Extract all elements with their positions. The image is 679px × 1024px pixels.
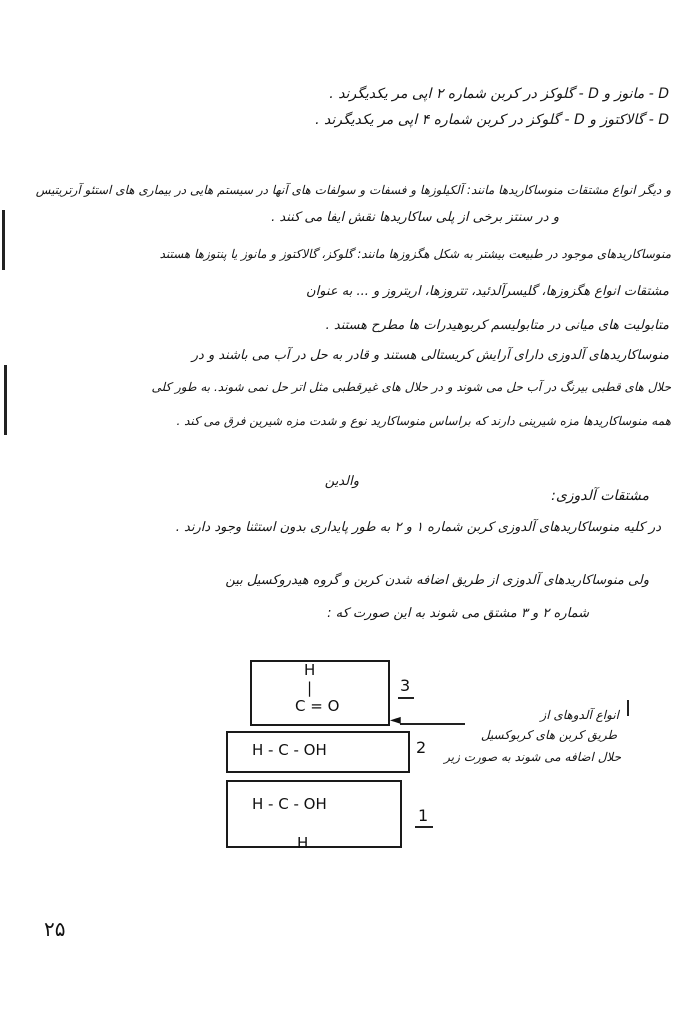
paragraph-line-3: منوساکاریدهای موجود در طبیعت بیشتر به شکل هگزوزها مانند: گلوکز، گالاکتوز و مانوز یا پنتوزها هستند — [159, 247, 671, 261]
page-number: ۲۵ — [44, 917, 66, 941]
box3-label-underline — [398, 697, 414, 699]
paragraph-line-4: مشتقات انواع هگزوزها، گلیسرآلدئید، تتروزها، اریتروز و ... به عنوان — [306, 284, 669, 299]
box2-label: 2 — [416, 738, 427, 757]
box3-carbonyl: C = O — [295, 697, 340, 715]
epimer-line-mannose: D - مانوز و D - گلوکز در کربن شماره ۲ اپی مر یکدیگرند . — [329, 86, 669, 102]
diagram-box-carbon-1 — [226, 780, 402, 848]
margin-mark-top — [2, 210, 5, 270]
epimer-line-galactose: D - گالاکتوز و D - گلوکز در کربن شماره ۴ اپی مر یکدیگرند . — [315, 112, 669, 128]
box3-label: 3 — [400, 676, 411, 695]
paragraph-line-1: و دیگر انواع مشتقات منوساکاریدها مانند: آلکیلوزها و فسفات و سولفات های آنها در سیستم هایی در بیماری های استئو آرتریتیس — [35, 183, 671, 197]
box2-formula: H - C - OH — [252, 741, 327, 759]
paragraph-line-6: منوساکاریدهای آلدوزی دارای آرایش کریستالی هستند و قادر به حل در آب می باشند و در — [191, 348, 669, 363]
paragraph-line-8: همه منوساکاریدها مزه شیرینی دارند که براساس منوساکارید نوع و شدت مزه شیرین فرق می کند . — [176, 414, 671, 428]
paragraph-line-11: شماره ۲ و ۳ مشتق می شوند به این صورت که : — [327, 606, 589, 621]
diagram-pointer-arrowhead: ◄ — [390, 712, 401, 728]
margin-mark-mid — [4, 365, 7, 435]
box1-label-underline — [415, 826, 433, 828]
box3-bond: | — [307, 679, 313, 697]
side-note-line-3: حلال اضافه می شوند به صورت زیر — [444, 750, 621, 764]
diagram-box-carbon-3 — [250, 660, 390, 726]
paragraph-line-5: متابولیت های میانی در متابولیسم کربوهیدرات ها مطرح هستند . — [325, 318, 669, 333]
box1-formula: H - C - OH — [252, 795, 327, 813]
note-bracket — [627, 700, 629, 716]
diagram-pointer-line — [400, 723, 465, 725]
paragraph-line-10: ولی منوساکاریدهای آلدوزی از طریق اضافه شدن کربن و گروه هیدروکسیل بین — [225, 573, 649, 588]
box3-hydrogen: H — [304, 661, 316, 679]
section-heading-aldose-derivatives: مشتقات آلدوزی: — [551, 488, 649, 504]
paragraph-line-2: و در سنتز برخی از پلی ساکاریدها نقش ایفا می کنند . — [271, 210, 559, 225]
paragraph-line-9: در کلیه منوساکاریدهای آلدوزی کربن شماره ۱ و ۲ به طور پایداری بدون استثنا وجود دارند . — [175, 520, 661, 535]
section-note-word: والدین — [324, 474, 359, 489]
paragraph-line-7: حلال های قطبی بیرنگ در آب حل می شوند و در حلال های غیرقطبی مثل اتر حل نمی شوند. به طور کلی — [151, 380, 671, 394]
box1-label: 1 — [418, 806, 429, 825]
side-note-line-1: انواع آلدوهای از — [540, 708, 619, 722]
side-note-line-2: طریق کربن های کربوکسیل — [480, 728, 617, 742]
box1-hydrogen: H — [297, 834, 309, 852]
